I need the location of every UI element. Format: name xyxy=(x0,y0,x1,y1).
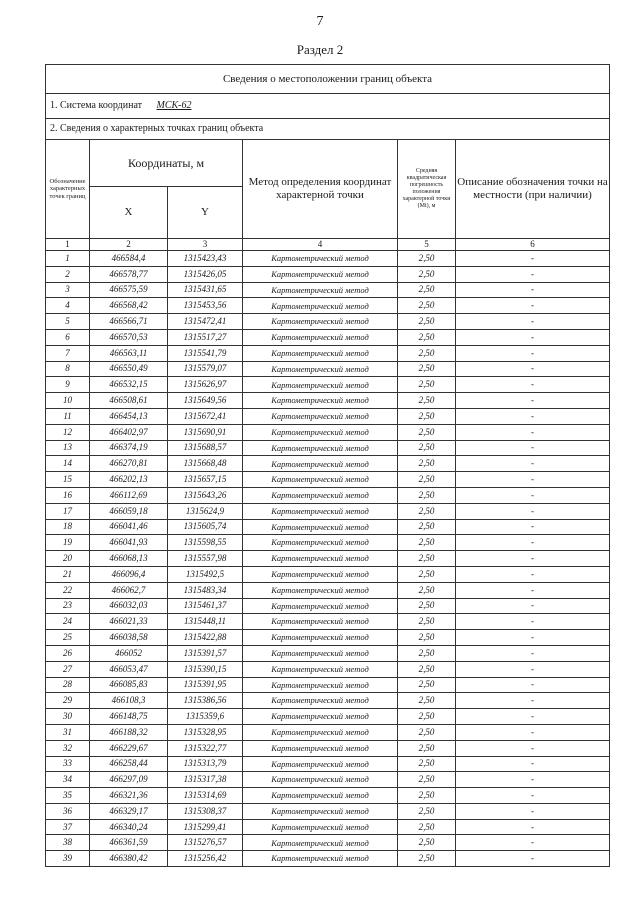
y-coordinate-cell: 1315598,55 xyxy=(168,535,243,551)
error-cell: 2,50 xyxy=(398,693,456,709)
description-cell: - xyxy=(456,677,610,693)
point-number-cell: 22 xyxy=(46,582,90,598)
x-coordinate-cell: 466085,83 xyxy=(90,677,168,693)
description-cell: - xyxy=(456,724,610,740)
x-coordinate-cell: 466270,81 xyxy=(90,456,168,472)
header-point: Обозначение характерных точек границ xyxy=(46,140,90,239)
table-row xyxy=(46,645,610,661)
error-cell: 2,50 xyxy=(398,582,456,598)
point-number-cell: 33 xyxy=(46,756,90,772)
column-number: 4 xyxy=(243,239,398,251)
point-number-cell: 29 xyxy=(46,693,90,709)
table-row xyxy=(46,788,610,804)
method-cell: Картометрический метод xyxy=(243,487,398,503)
table-row xyxy=(46,282,610,298)
error-cell: 2,50 xyxy=(398,298,456,314)
description-cell: - xyxy=(456,693,610,709)
description-cell: - xyxy=(456,851,610,867)
point-number-cell: 37 xyxy=(46,819,90,835)
x-coordinate-cell: 466096,4 xyxy=(90,566,168,582)
column-number: 5 xyxy=(398,239,456,251)
method-cell: Картометрический метод xyxy=(243,566,398,582)
description-cell: - xyxy=(456,251,610,267)
point-number-cell: 16 xyxy=(46,487,90,503)
error-cell: 2,50 xyxy=(398,440,456,456)
error-cell: 2,50 xyxy=(398,487,456,503)
method-cell: Картометрический метод xyxy=(243,756,398,772)
point-number-cell: 23 xyxy=(46,598,90,614)
y-coordinate-cell: 1315453,56 xyxy=(168,298,243,314)
method-cell: Картометрический метод xyxy=(243,803,398,819)
table-row xyxy=(46,630,610,646)
description-cell: - xyxy=(456,788,610,804)
x-coordinate-cell: 466570,53 xyxy=(90,329,168,345)
error-cell: 2,50 xyxy=(398,756,456,772)
error-cell: 2,50 xyxy=(398,519,456,535)
description-cell: - xyxy=(456,266,610,282)
y-coordinate-cell: 1315672,41 xyxy=(168,408,243,424)
point-number-cell: 4 xyxy=(46,298,90,314)
points-section-label: 2. Сведения о характерных точках границ объекта xyxy=(46,119,610,140)
error-cell: 2,50 xyxy=(398,503,456,519)
description-cell: - xyxy=(456,329,610,345)
y-coordinate-cell: 1315328,95 xyxy=(168,724,243,740)
coordinate-system-row xyxy=(46,94,610,119)
method-cell: Картометрический метод xyxy=(243,298,398,314)
y-coordinate-cell: 1315517,27 xyxy=(168,329,243,345)
method-cell: Картометрический метод xyxy=(243,377,398,393)
x-coordinate-cell: 466148,75 xyxy=(90,709,168,725)
x-coordinate-cell: 466454,13 xyxy=(90,408,168,424)
x-coordinate-cell: 466038,58 xyxy=(90,630,168,646)
error-cell: 2,50 xyxy=(398,709,456,725)
table-row xyxy=(46,408,610,424)
method-cell: Картометрический метод xyxy=(243,314,398,330)
table-row xyxy=(46,535,610,551)
method-cell: Картометрический метод xyxy=(243,693,398,709)
point-number-cell: 7 xyxy=(46,345,90,361)
description-cell: - xyxy=(456,408,610,424)
y-coordinate-cell: 1315256,42 xyxy=(168,851,243,867)
description-cell: - xyxy=(456,440,610,456)
error-cell: 2,50 xyxy=(398,598,456,614)
error-cell: 2,50 xyxy=(398,630,456,646)
table-row xyxy=(46,487,610,503)
method-cell: Картометрический метод xyxy=(243,519,398,535)
method-cell: Картометрический метод xyxy=(243,772,398,788)
y-coordinate-cell: 1315314,69 xyxy=(168,788,243,804)
column-number: 3 xyxy=(168,239,243,251)
x-coordinate-cell: 466329,17 xyxy=(90,803,168,819)
table-row xyxy=(46,314,610,330)
x-coordinate-cell: 466062,7 xyxy=(90,582,168,598)
x-coordinate-cell: 466021,33 xyxy=(90,614,168,630)
method-cell: Картометрический метод xyxy=(243,535,398,551)
error-cell: 2,50 xyxy=(398,803,456,819)
x-coordinate-cell: 466041,93 xyxy=(90,535,168,551)
error-cell: 2,50 xyxy=(398,645,456,661)
method-cell: Картометрический метод xyxy=(243,551,398,567)
point-number-cell: 32 xyxy=(46,740,90,756)
table-row xyxy=(46,266,610,282)
table-row xyxy=(46,740,610,756)
table-row xyxy=(46,709,610,725)
point-number-cell: 13 xyxy=(46,440,90,456)
table-row xyxy=(46,456,610,472)
column-number: 1 xyxy=(46,239,90,251)
point-number-cell: 10 xyxy=(46,393,90,409)
header-error: Средняя квадратическая погрешность положения характерной точки (Mt), м xyxy=(398,140,456,239)
x-coordinate-cell: 466258,44 xyxy=(90,756,168,772)
method-cell: Картометрический метод xyxy=(243,329,398,345)
x-coordinate-cell: 466566,71 xyxy=(90,314,168,330)
x-coordinate-cell: 466229,67 xyxy=(90,740,168,756)
description-cell: - xyxy=(456,551,610,567)
error-cell: 2,50 xyxy=(398,266,456,282)
error-cell: 2,50 xyxy=(398,251,456,267)
method-cell: Картометрический метод xyxy=(243,740,398,756)
point-number-cell: 36 xyxy=(46,803,90,819)
description-cell: - xyxy=(456,393,610,409)
description-cell: - xyxy=(456,566,610,582)
y-coordinate-cell: 1315313,79 xyxy=(168,756,243,772)
error-cell: 2,50 xyxy=(398,424,456,440)
table-row xyxy=(46,503,610,519)
y-coordinate-cell: 1315483,34 xyxy=(168,582,243,598)
y-coordinate-cell: 1315649,56 xyxy=(168,393,243,409)
x-coordinate-cell: 466041,46 xyxy=(90,519,168,535)
error-cell: 2,50 xyxy=(398,551,456,567)
y-coordinate-cell: 1315579,07 xyxy=(168,361,243,377)
method-cell: Картометрический метод xyxy=(243,788,398,804)
method-cell: Картометрический метод xyxy=(243,440,398,456)
error-cell: 2,50 xyxy=(398,361,456,377)
y-coordinate-cell: 1315426,05 xyxy=(168,266,243,282)
x-coordinate-cell: 466340,24 xyxy=(90,819,168,835)
header-row-1 xyxy=(46,140,610,187)
error-cell: 2,50 xyxy=(398,408,456,424)
page-number: 7 xyxy=(316,14,324,29)
method-cell: Картометрический метод xyxy=(243,709,398,725)
x-coordinate-cell: 466380,42 xyxy=(90,851,168,867)
description-cell: - xyxy=(456,377,610,393)
description-cell: - xyxy=(456,472,610,488)
method-cell: Картометрический метод xyxy=(243,251,398,267)
table-row xyxy=(46,724,610,740)
points-section-row xyxy=(46,119,610,140)
x-coordinate-cell: 466112,69 xyxy=(90,487,168,503)
y-coordinate-cell: 1315422,88 xyxy=(168,630,243,646)
table-row xyxy=(46,424,610,440)
point-number-cell: 27 xyxy=(46,661,90,677)
table-row xyxy=(46,598,610,614)
error-cell: 2,50 xyxy=(398,819,456,835)
column-number: 2 xyxy=(90,239,168,251)
error-cell: 2,50 xyxy=(398,329,456,345)
x-coordinate-cell: 466032,03 xyxy=(90,598,168,614)
table-row xyxy=(46,393,610,409)
y-coordinate-cell: 1315276,57 xyxy=(168,835,243,851)
y-coordinate-cell: 1315643,26 xyxy=(168,487,243,503)
y-coordinate-cell: 1315688,57 xyxy=(168,440,243,456)
point-number-cell: 34 xyxy=(46,772,90,788)
method-cell: Картометрический метод xyxy=(243,645,398,661)
y-coordinate-cell: 1315423,43 xyxy=(168,251,243,267)
error-cell: 2,50 xyxy=(398,566,456,582)
description-cell: - xyxy=(456,819,610,835)
x-coordinate-cell: 466188,32 xyxy=(90,724,168,740)
point-number-cell: 2 xyxy=(46,266,90,282)
table-row xyxy=(46,835,610,851)
description-cell: - xyxy=(456,314,610,330)
table-row xyxy=(46,551,610,567)
x-coordinate-cell: 466550,49 xyxy=(90,361,168,377)
description-cell: - xyxy=(456,503,610,519)
table-row xyxy=(46,661,610,677)
y-coordinate-cell: 1315299,41 xyxy=(168,819,243,835)
method-cell: Картометрический метод xyxy=(243,424,398,440)
method-cell: Картометрический метод xyxy=(243,503,398,519)
description-cell: - xyxy=(456,803,610,819)
y-coordinate-cell: 1315626,97 xyxy=(168,377,243,393)
error-cell: 2,50 xyxy=(398,851,456,867)
x-coordinate-cell: 466068,13 xyxy=(90,551,168,567)
y-coordinate-cell: 1315492,5 xyxy=(168,566,243,582)
table-row xyxy=(46,440,610,456)
point-number-cell: 30 xyxy=(46,709,90,725)
y-coordinate-cell: 1315461,37 xyxy=(168,598,243,614)
y-coordinate-cell: 1315472,41 xyxy=(168,314,243,330)
table-row xyxy=(46,472,610,488)
point-number-cell: 25 xyxy=(46,630,90,646)
error-cell: 2,50 xyxy=(398,282,456,298)
method-cell: Картометрический метод xyxy=(243,408,398,424)
header-coords: Координаты, м xyxy=(90,140,243,187)
column-numbers-row xyxy=(46,239,610,251)
description-cell: - xyxy=(456,709,610,725)
method-cell: Картометрический метод xyxy=(243,819,398,835)
description-cell: - xyxy=(456,519,610,535)
point-number-cell: 28 xyxy=(46,677,90,693)
method-cell: Картометрический метод xyxy=(243,630,398,646)
error-cell: 2,50 xyxy=(398,772,456,788)
y-coordinate-cell: 1315557,98 xyxy=(168,551,243,567)
y-coordinate-cell: 1315390,15 xyxy=(168,661,243,677)
x-coordinate-cell: 466202,13 xyxy=(90,472,168,488)
x-coordinate-cell: 466508,61 xyxy=(90,393,168,409)
y-coordinate-cell: 1315448,11 xyxy=(168,614,243,630)
coordinate-system-value: МСК-62 xyxy=(156,100,192,111)
error-cell: 2,50 xyxy=(398,393,456,409)
header-y: Y xyxy=(168,187,243,239)
description-cell: - xyxy=(456,756,610,772)
x-coordinate-cell: 466321,36 xyxy=(90,788,168,804)
method-cell: Картометрический метод xyxy=(243,661,398,677)
y-coordinate-cell: 1315541,79 xyxy=(168,345,243,361)
coordinate-system-label: 1. Система координат xyxy=(50,100,143,111)
description-cell: - xyxy=(456,282,610,298)
table-row xyxy=(46,819,610,835)
description-cell: - xyxy=(456,361,610,377)
table-row xyxy=(46,677,610,693)
description-cell: - xyxy=(456,598,610,614)
error-cell: 2,50 xyxy=(398,456,456,472)
point-number-cell: 1 xyxy=(46,251,90,267)
y-coordinate-cell: 1315668,48 xyxy=(168,456,243,472)
description-cell: - xyxy=(456,614,610,630)
method-cell: Картометрический метод xyxy=(243,361,398,377)
method-cell: Картометрический метод xyxy=(243,835,398,851)
point-number-cell: 20 xyxy=(46,551,90,567)
y-coordinate-cell: 1315386,56 xyxy=(168,693,243,709)
x-coordinate-cell: 466374,19 xyxy=(90,440,168,456)
x-coordinate-cell: 466532,15 xyxy=(90,377,168,393)
description-cell: - xyxy=(456,487,610,503)
table-row xyxy=(46,693,610,709)
x-coordinate-cell: 466053,47 xyxy=(90,661,168,677)
y-coordinate-cell: 1315308,37 xyxy=(168,803,243,819)
table-row xyxy=(46,377,610,393)
table-title: Сведения о местоположении границ объекта xyxy=(46,65,610,94)
x-coordinate-cell: 466402,97 xyxy=(90,424,168,440)
description-cell: - xyxy=(456,424,610,440)
description-cell: - xyxy=(456,630,610,646)
point-number-cell: 5 xyxy=(46,314,90,330)
y-coordinate-cell: 1315391,57 xyxy=(168,645,243,661)
error-cell: 2,50 xyxy=(398,314,456,330)
description-cell: - xyxy=(456,772,610,788)
point-number-cell: 15 xyxy=(46,472,90,488)
method-cell: Картометрический метод xyxy=(243,677,398,693)
y-coordinate-cell: 1315690,91 xyxy=(168,424,243,440)
table-row xyxy=(46,298,610,314)
table-row xyxy=(46,772,610,788)
y-coordinate-cell: 1315359,6 xyxy=(168,709,243,725)
point-number-cell: 35 xyxy=(46,788,90,804)
x-coordinate-cell: 466059,18 xyxy=(90,503,168,519)
point-number-cell: 21 xyxy=(46,566,90,582)
method-cell: Картометрический метод xyxy=(243,598,398,614)
point-number-cell: 14 xyxy=(46,456,90,472)
method-cell: Картометрический метод xyxy=(243,614,398,630)
y-coordinate-cell: 1315657,15 xyxy=(168,472,243,488)
method-cell: Картометрический метод xyxy=(243,582,398,598)
method-cell: Картометрический метод xyxy=(243,345,398,361)
point-number-cell: 18 xyxy=(46,519,90,535)
table-row xyxy=(46,345,610,361)
x-coordinate-cell: 466575,59 xyxy=(90,282,168,298)
error-cell: 2,50 xyxy=(398,535,456,551)
description-cell: - xyxy=(456,740,610,756)
x-coordinate-cell: 466297,09 xyxy=(90,772,168,788)
error-cell: 2,50 xyxy=(398,661,456,677)
y-coordinate-cell: 1315431,65 xyxy=(168,282,243,298)
table-row xyxy=(46,582,610,598)
point-number-cell: 8 xyxy=(46,361,90,377)
error-cell: 2,50 xyxy=(398,788,456,804)
point-number-cell: 12 xyxy=(46,424,90,440)
header-x: X xyxy=(90,187,168,239)
method-cell: Картометрический метод xyxy=(243,456,398,472)
point-number-cell: 11 xyxy=(46,408,90,424)
y-coordinate-cell: 1315317,38 xyxy=(168,772,243,788)
y-coordinate-cell: 1315391,95 xyxy=(168,677,243,693)
table-title-row xyxy=(46,65,610,94)
description-cell: - xyxy=(456,835,610,851)
table-row xyxy=(46,329,610,345)
column-number: 6 xyxy=(456,239,610,251)
point-number-cell: 39 xyxy=(46,851,90,867)
table-row xyxy=(46,566,610,582)
method-cell: Картометрический метод xyxy=(243,472,398,488)
error-cell: 2,50 xyxy=(398,472,456,488)
y-coordinate-cell: 1315605,74 xyxy=(168,519,243,535)
table-row xyxy=(46,251,610,267)
table-row xyxy=(46,361,610,377)
method-cell: Картометрический метод xyxy=(243,266,398,282)
point-number-cell: 24 xyxy=(46,614,90,630)
description-cell: - xyxy=(456,298,610,314)
coordinate-system-cell xyxy=(46,94,610,119)
error-cell: 2,50 xyxy=(398,724,456,740)
method-cell: Картометрический метод xyxy=(243,724,398,740)
description-cell: - xyxy=(456,535,610,551)
boundary-points-table xyxy=(45,64,610,867)
method-cell: Картометрический метод xyxy=(243,393,398,409)
description-cell: - xyxy=(456,456,610,472)
point-number-cell: 26 xyxy=(46,645,90,661)
x-coordinate-cell: 466584,4 xyxy=(90,251,168,267)
error-cell: 2,50 xyxy=(398,345,456,361)
error-cell: 2,50 xyxy=(398,377,456,393)
point-number-cell: 3 xyxy=(46,282,90,298)
method-cell: Картометрический метод xyxy=(243,851,398,867)
point-number-cell: 19 xyxy=(46,535,90,551)
point-number-cell: 31 xyxy=(46,724,90,740)
error-cell: 2,50 xyxy=(398,740,456,756)
x-coordinate-cell: 466052 xyxy=(90,645,168,661)
table-row xyxy=(46,519,610,535)
y-coordinate-cell: 1315624,9 xyxy=(168,503,243,519)
table-row xyxy=(46,756,610,772)
error-cell: 2,50 xyxy=(398,835,456,851)
header-method: Метод определения координат характерной точки xyxy=(243,140,398,239)
point-number-cell: 38 xyxy=(46,835,90,851)
section-title: Раздел 2 xyxy=(296,42,344,57)
x-coordinate-cell: 466361,59 xyxy=(90,835,168,851)
error-cell: 2,50 xyxy=(398,677,456,693)
description-cell: - xyxy=(456,345,610,361)
x-coordinate-cell: 466563,11 xyxy=(90,345,168,361)
point-number-cell: 17 xyxy=(46,503,90,519)
description-cell: - xyxy=(456,661,610,677)
description-cell: - xyxy=(456,645,610,661)
method-cell: Картометрический метод xyxy=(243,282,398,298)
table-row xyxy=(46,614,610,630)
table-row xyxy=(46,851,610,867)
x-coordinate-cell: 466578,77 xyxy=(90,266,168,282)
point-number-cell: 9 xyxy=(46,377,90,393)
table-row xyxy=(46,803,610,819)
header-desc: Описание обозначения точки на местности (при наличии) xyxy=(456,140,610,239)
error-cell: 2,50 xyxy=(398,614,456,630)
description-cell: - xyxy=(456,582,610,598)
x-coordinate-cell: 466568,42 xyxy=(90,298,168,314)
point-number-cell: 6 xyxy=(46,329,90,345)
y-coordinate-cell: 1315322,77 xyxy=(168,740,243,756)
x-coordinate-cell: 466108,3 xyxy=(90,693,168,709)
